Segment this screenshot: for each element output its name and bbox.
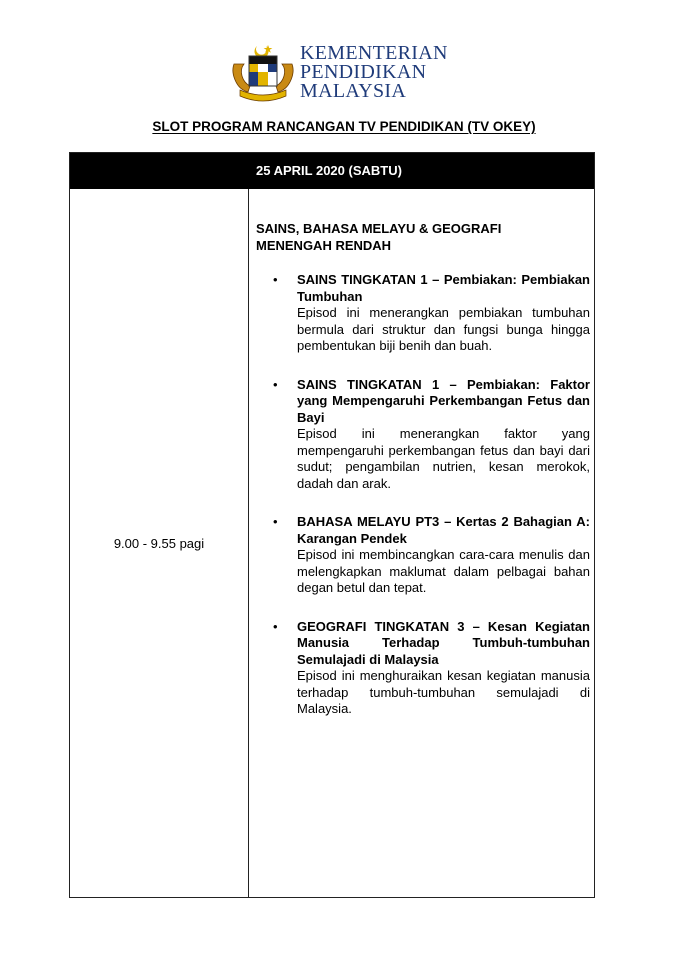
- program-title: BAHASA MELAYU PT3 – Kertas 2 Bahagian A: Karangan Pendek: [297, 514, 590, 546]
- bullet-icon: •: [273, 376, 278, 392]
- date-header: 25 APRIL 2020 (SABTU): [70, 153, 594, 189]
- program-description: Episod ini menerangkan pembiakan tumbuhan bermula dari struktur dan fungsi bunga hingga pembentukan biji benih dan buah.: [297, 305, 590, 353]
- malaysia-coat-of-arms-icon: [230, 42, 296, 102]
- bullet-icon: •: [273, 514, 278, 529]
- ministry-name: [300, 44, 448, 101]
- ministry-header: [0, 42, 688, 104]
- ministry-line-1: KEMENTERIAN: [300, 42, 448, 64]
- document-title: SLOT PROGRAM RANCANGAN TV PENDIDIKAN (TV OKEY): [152, 119, 536, 134]
- program-cell: [256, 220, 590, 740]
- schedule-table: [69, 152, 595, 898]
- program-title: SAINS TINGKATAN 1 – Pembiakan: Faktor yang Mempengaruhi Perkembangan Fetus dan Bayi: [297, 376, 590, 425]
- program-title: GEOGRAFI TINGKATAN 3 – Kesan Kegiatan Manusia Terhadap Tumbuh-tumbuhan Semulajadi di Malaysia: [297, 618, 590, 667]
- column-divider: [248, 189, 249, 898]
- time-cell: [70, 189, 248, 898]
- bullet-icon: •: [273, 618, 278, 634]
- program-description: Episod ini menerangkan faktor yang mempengaruhi perkembangan fetus dan bayi dari sudut; pengambilan nutrien, kesan merokok, dadah dan arak.: [297, 426, 590, 491]
- subject-heading: SAINS, BAHASA MELAYU & GEOGRAFI MENENGAH RENDAH: [256, 221, 502, 253]
- ministry-line-3: MALAYSIA: [300, 80, 407, 102]
- time-slot: 9.00 - 9.55 pagi: [113, 536, 205, 551]
- program-description: Episod ini membincangkan cara-cara menulis dan melengkapkan maklumat dalam pelbagai bahan degan betul dan tepat.: [297, 547, 590, 595]
- ministry-line-2: PENDIDIKAN: [300, 61, 427, 83]
- program-item: [256, 619, 590, 718]
- program-item: [256, 272, 590, 355]
- bullet-icon: •: [273, 272, 278, 287]
- program-item: [256, 514, 590, 597]
- program-description: Episod ini menghuraikan kesan kegiatan manusia terhadap tumbuh-tumbuhan semulajadi di Malaysia.: [297, 668, 590, 716]
- program-item: [256, 377, 590, 493]
- program-title: SAINS TINGKATAN 1 – Pembiakan: Pembiakan Tumbuhan: [297, 272, 590, 304]
